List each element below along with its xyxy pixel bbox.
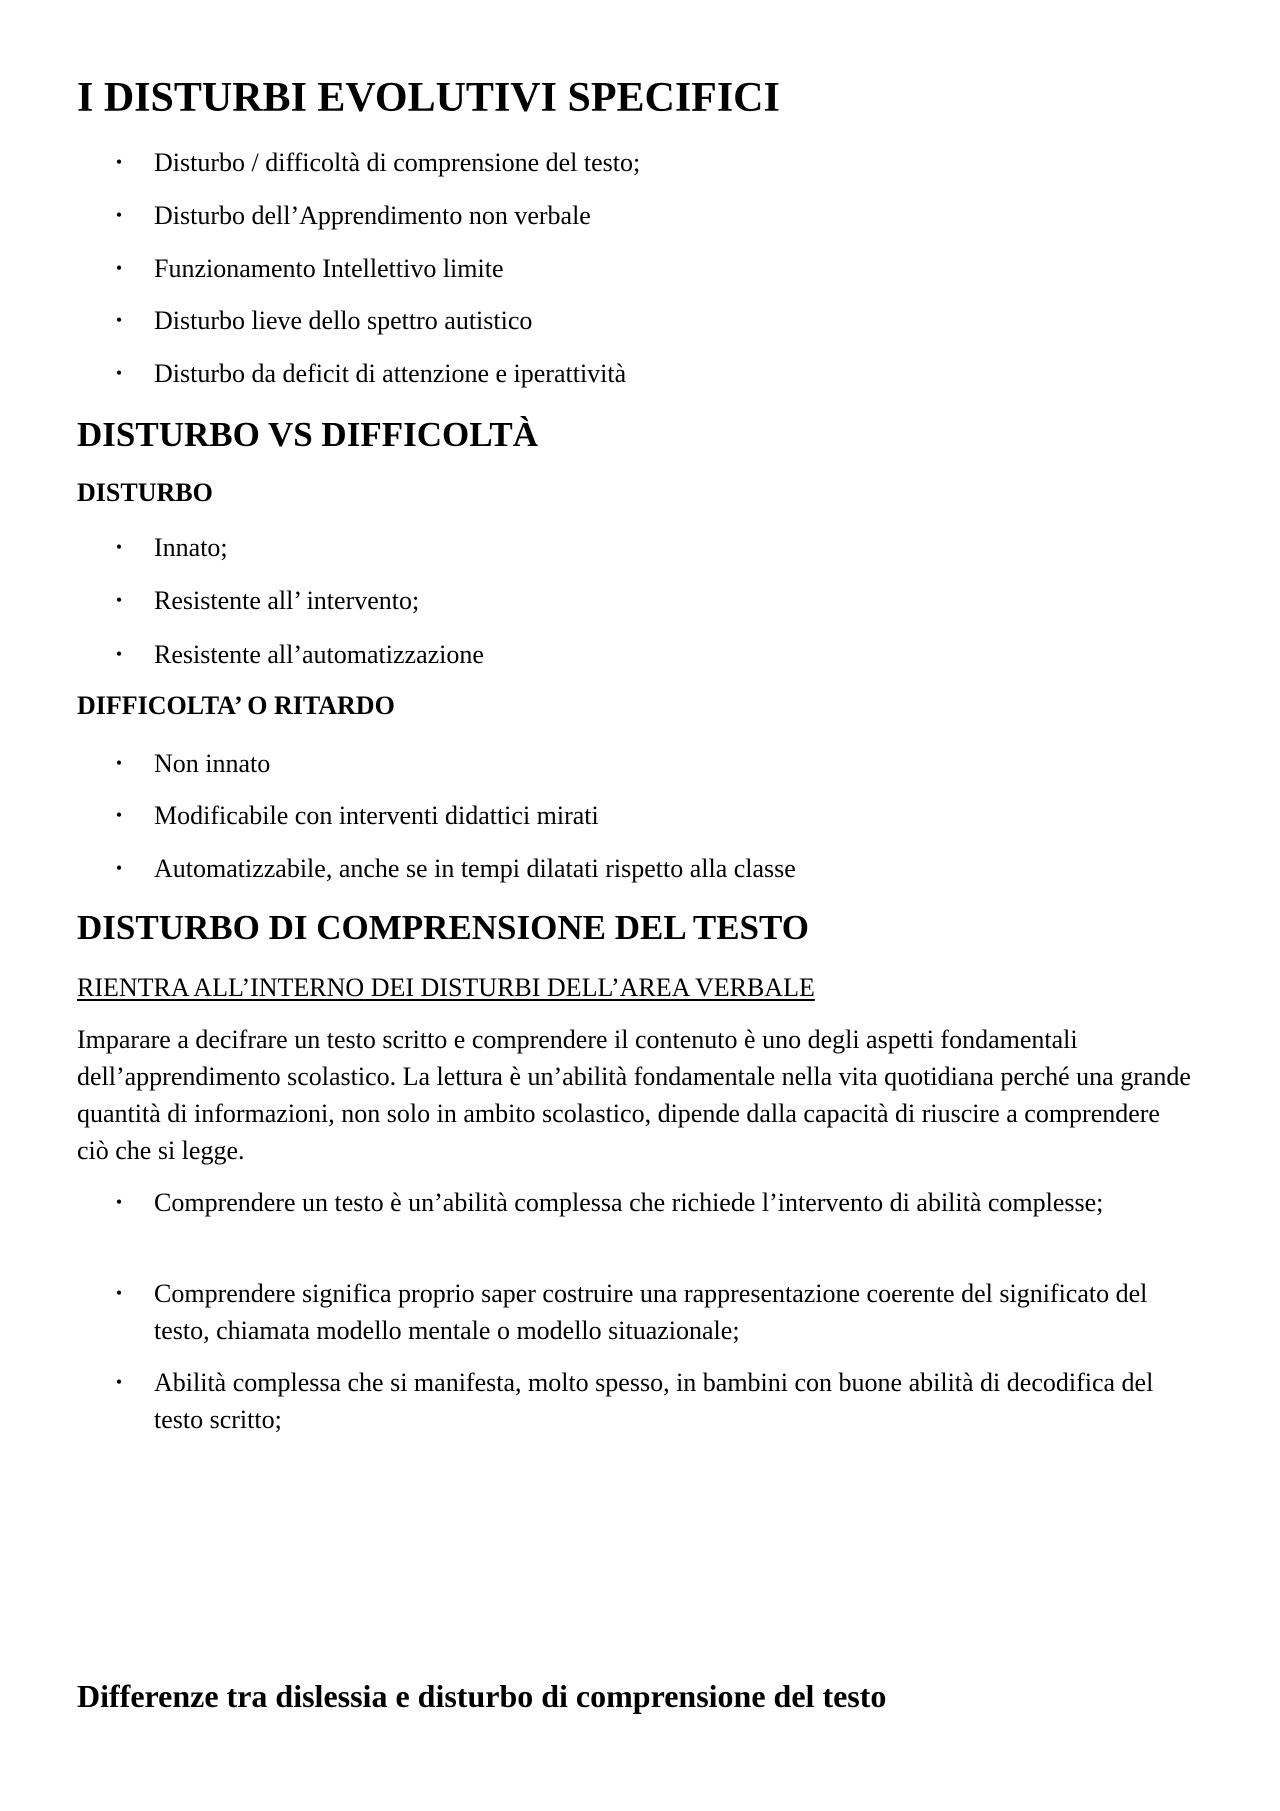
- list-item: • Non innato: [112, 745, 1172, 782]
- list-item: • Disturbo da deficit di attenzione e iperattività: [112, 355, 1172, 392]
- bullet-icon: •: [115, 858, 123, 878]
- list-item: • Resistente all’automatizzazione: [112, 636, 1172, 673]
- subheading-disturbo: DISTURBO: [77, 478, 213, 507]
- list-item: • Disturbo dell’Apprendimento non verbale: [112, 197, 1172, 234]
- bullet-icon: •: [115, 310, 123, 330]
- list-item: • Abilità complessa che si manifesta, molto spesso, in bambini con buone abilità di decodifica del testo scritto;: [112, 1364, 1172, 1438]
- bullet-icon: •: [115, 805, 123, 825]
- bullet-icon: •: [115, 205, 123, 225]
- bullet-icon: •: [115, 258, 123, 278]
- section-subtitle: RIENTRA ALL’INTERNO DEI DISTURBI DELL’AREA VERBALE: [77, 973, 815, 1002]
- bullet-icon: •: [115, 363, 123, 383]
- bullet-icon: •: [115, 644, 123, 664]
- bullet-icon: •: [115, 1372, 123, 1392]
- bullet-icon: •: [115, 590, 123, 610]
- subheading-difficolta: DIFFICOLTA’ O RITARDO: [77, 691, 395, 720]
- page-title: I DISTURBI EVOLUTIVI SPECIFICI: [77, 75, 780, 121]
- bullet-icon: •: [115, 1192, 123, 1212]
- bullet-icon: •: [115, 152, 123, 172]
- bullet-icon: •: [115, 753, 123, 773]
- section-heading-differenze: Differenze tra dislessia e disturbo di comprensione del testo: [77, 1678, 887, 1714]
- list-item: • Automatizzabile, anche se in tempi dilatati rispetto alla classe: [112, 850, 1172, 887]
- list-item: • Comprendere significa proprio saper costruire una rappresentazione coerente del significato del testo, chiamata modello mentale o modello situazionale;: [112, 1275, 1172, 1349]
- list-item: • Comprendere un testo è un’abilità complessa che richiede l’intervento di abilità complesse;: [112, 1184, 1172, 1221]
- body-paragraph: Imparare a decifrare un testo scritto e comprendere il contenuto è uno degli aspetti fondamentali dell’apprendimento scolastico. La lettura è un’abilità fondamentale nella vita quotidiana perché una grande quantità di informazioni, non solo in ambito scolastico, dipende dalla capacità di riuscire a comprendere ciò che si legge.: [77, 1025, 1191, 1165]
- list-item: • Disturbo lieve dello spettro autistico: [112, 302, 1172, 339]
- bullet-icon: •: [115, 537, 123, 557]
- section-heading-comprensione: DISTURBO DI COMPRENSIONE DEL TESTO: [77, 908, 809, 947]
- list-item: • Funzionamento Intellettivo limite: [112, 250, 1172, 287]
- list-item: • Resistente all’ intervento;: [112, 582, 1172, 619]
- list-item: • Disturbo / difficoltà di comprensione del testo;: [112, 144, 1172, 181]
- bullet-icon: •: [115, 1283, 123, 1303]
- list-item: • Innato;: [112, 529, 1172, 566]
- section-heading-disturbo-vs-difficolta: DISTURBO VS DIFFICOLTÀ: [77, 415, 538, 454]
- list-item: • Modificabile con interventi didattici mirati: [112, 797, 1172, 834]
